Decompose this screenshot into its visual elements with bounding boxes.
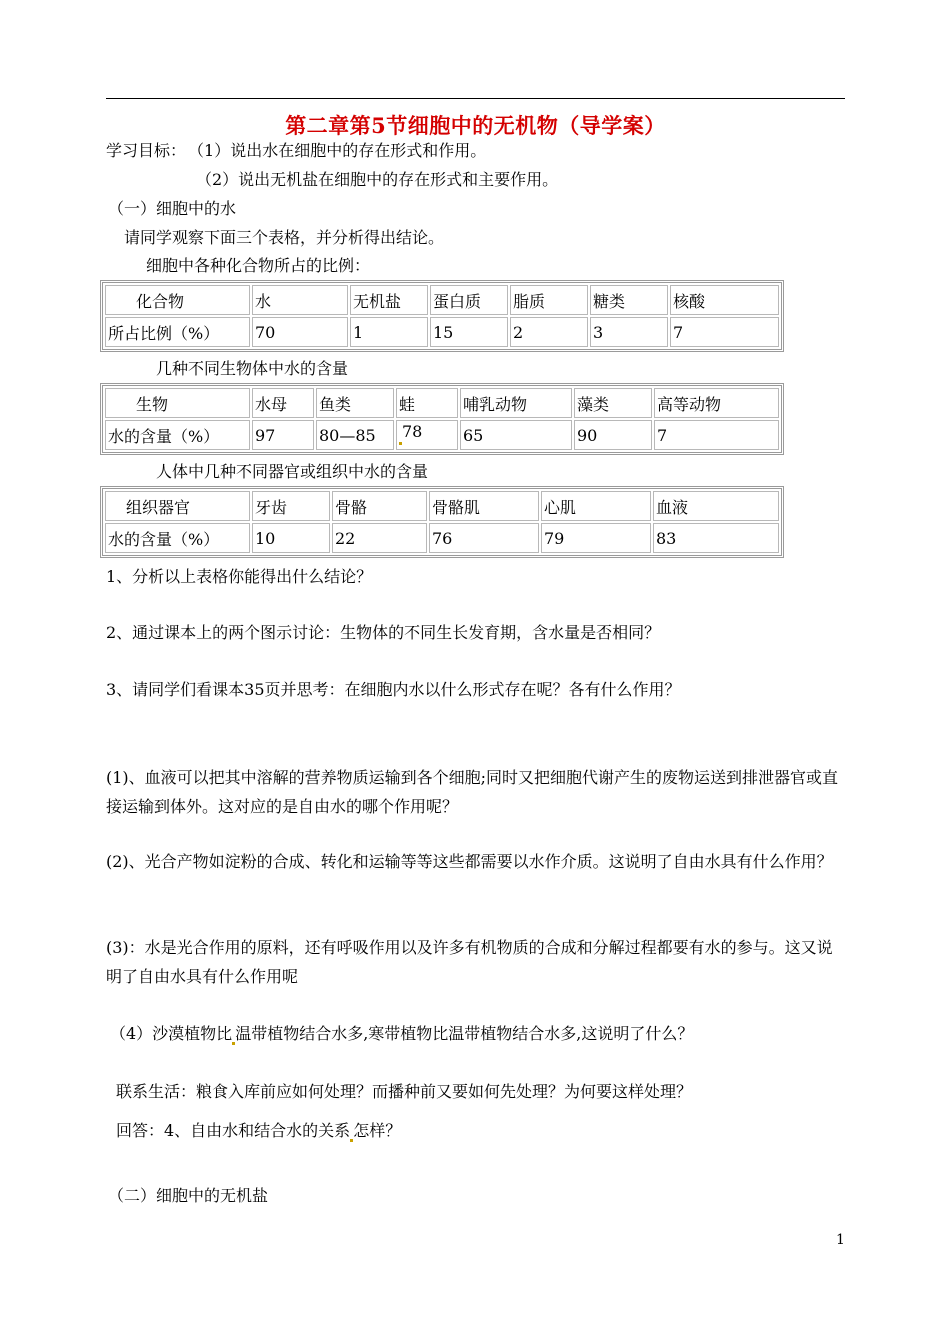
- table-row: [105, 491, 779, 521]
- table-header-cell: 水母: [252, 388, 314, 418]
- table-header-cell: 核酸: [670, 285, 779, 315]
- question-1: 1、分析以上表格你能得出什么结论？: [106, 567, 373, 586]
- table-row: [105, 388, 779, 418]
- table-header-cell: 化合物: [105, 285, 250, 315]
- table1-caption: 细胞中各种化合物所占的比例：: [146, 256, 371, 275]
- question-4: [116, 1120, 401, 1142]
- table-row: [105, 420, 779, 450]
- sub-question-3: (3)：水是光合作用的原料，还有呼吸作用以及许多有机物质的合成和分解过程都要有水的参与。这又说明了自由水具有什么作用呢: [106, 938, 833, 986]
- section2-heading: （二）细胞中的无机盐: [108, 1186, 269, 1205]
- table-header-cell: 心肌: [541, 491, 651, 521]
- table-cell: 7: [670, 317, 779, 347]
- sub-question-1: (1)、血液可以把其中溶解的营养物质运输到各个细胞;同时又把细胞代谢产生的废物运送到排泄器官或直接运输到体外。这对应的是自由水的哪个作用呢？: [106, 768, 839, 816]
- table-cell: 3: [590, 317, 668, 347]
- table-cell: [396, 420, 458, 450]
- table-cell: 水的含量（%）: [105, 523, 250, 553]
- table-header-cell: 脂质: [510, 285, 588, 315]
- table-header-cell: 血液: [653, 491, 779, 521]
- table-cell: 10: [252, 523, 330, 553]
- table-cell: 7: [654, 420, 779, 450]
- question-4-part-2: 怎样？: [353, 1121, 402, 1140]
- question-4-part-1: 回答：4、自由水和结合水的关系: [116, 1121, 351, 1140]
- table-cell: 15: [430, 317, 508, 347]
- section1-intro: 请同学观察下面三个表格，并分析得出结论。: [124, 228, 445, 247]
- table-cell-text: 78: [402, 421, 423, 441]
- table-header-cell: 高等动物: [654, 388, 779, 418]
- table-header-cell: 鱼类: [316, 388, 394, 418]
- tissue-water-table: [100, 486, 784, 558]
- table-header-cell: 水: [252, 285, 348, 315]
- document-title: 第二章第5节细胞中的无机物（导学案）: [285, 113, 666, 138]
- table-header-cell: 哺乳动物: [460, 388, 572, 418]
- organism-water-table: [100, 383, 784, 455]
- objectives-line-1: [106, 140, 486, 162]
- section1-heading: （一）细胞中的水: [108, 199, 237, 218]
- life-connection: 联系生活：粮食入库前应如何处理？而播种前又要如何先处理？为何要这样处理？: [116, 1082, 693, 1101]
- question-3: 3、请同学们看课本35页并思考：在细胞内水以什么形式存在呢？各有什么作用？: [106, 680, 681, 699]
- table-cell: 79: [541, 523, 651, 553]
- table3-caption: 人体中几种不同器官或组织中水的含量: [156, 462, 429, 481]
- table-row: [105, 285, 779, 315]
- table-row: [105, 317, 779, 347]
- table-cell: 22: [332, 523, 427, 553]
- objective-2: （2）说出无机盐在细胞中的存在形式和主要作用。: [196, 170, 559, 189]
- sub-question-4: [110, 1023, 693, 1045]
- table-header-cell: 骨骼肌: [429, 491, 539, 521]
- table-cell: 76: [429, 523, 539, 553]
- header-rule: [106, 98, 845, 99]
- table-header-cell: 无机盐: [350, 285, 428, 315]
- table-cell: 2: [510, 317, 588, 347]
- table-header-cell: 组织器官: [105, 491, 250, 521]
- table-header-cell: 生物: [105, 388, 250, 418]
- compound-ratio-table: [100, 280, 784, 352]
- table-cell: 80—85: [316, 420, 394, 450]
- table-header-cell: 牙齿: [252, 491, 330, 521]
- table-header-cell: 骨骼: [332, 491, 427, 521]
- table2-caption: 几种不同生物体中水的含量: [156, 359, 349, 378]
- sub-question-2: (2)、光合产物如淀粉的合成、转化和运输等等这些都需要以水作介质。这说明了自由水具有什么作用？: [106, 852, 833, 871]
- objective-1: （1）说出水在细胞中的存在形式和作用。: [196, 141, 487, 160]
- annotation-mark: [399, 442, 402, 445]
- table-cell: 97: [252, 420, 314, 450]
- objectives-label: 学习目标：: [106, 141, 187, 160]
- table-header-cell: 蛙: [396, 388, 458, 418]
- question-2: 2、通过课本上的两个图示讨论：生物体的不同生长发育期，含水量是否相同？: [106, 623, 661, 642]
- table-row: [105, 523, 779, 553]
- table-cell: 所占比例（%）: [105, 317, 250, 347]
- table-cell: 65: [460, 420, 572, 450]
- sub-question-4-part-2: 温带植物结合水多,寒带植物比温带植物结合水多,这说明了什么？: [235, 1024, 694, 1043]
- table-cell: 1: [350, 317, 428, 347]
- table-header-cell: 糖类: [590, 285, 668, 315]
- table-cell: 90: [574, 420, 652, 450]
- table-cell: 83: [653, 523, 779, 553]
- table-header-cell: 蛋白质: [430, 285, 508, 315]
- page-number: 1: [836, 1232, 845, 1248]
- table-header-cell: 藻类: [574, 388, 652, 418]
- table-cell: 水的含量（%）: [105, 420, 250, 450]
- sub-question-4-part-1: （4）沙漠植物比: [110, 1024, 233, 1043]
- table-cell: 70: [252, 317, 348, 347]
